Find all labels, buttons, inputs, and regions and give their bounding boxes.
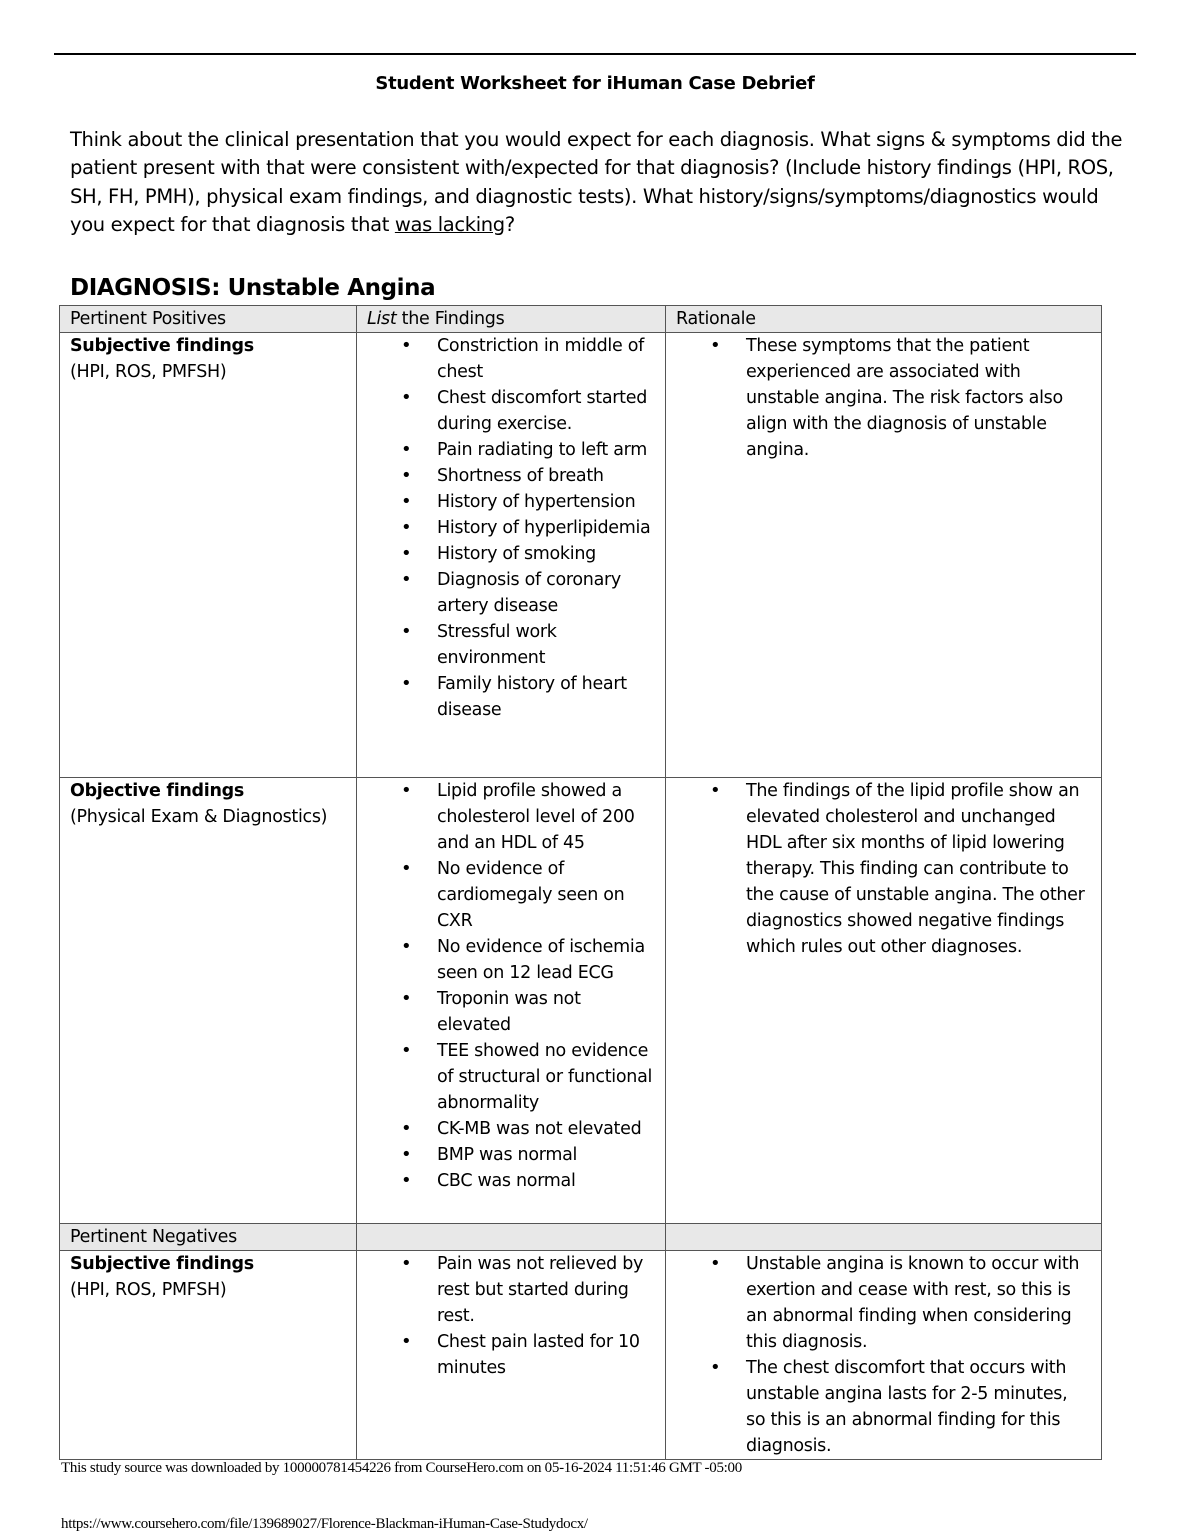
list-item: • Pain radiating to left arm xyxy=(437,437,655,463)
findings-list xyxy=(367,778,655,1194)
header-pertinent-negatives: Pertinent Negatives xyxy=(60,1224,357,1251)
row-label: Objective findings xyxy=(70,781,244,801)
row-sublabel: (HPI, ROS, PMFSH) xyxy=(70,1280,227,1300)
header-pertinent-positives: Pertinent Positives xyxy=(60,306,357,333)
intro-text: Think about the clinical presentation that you would expect for each diagnosis. What signs & symptoms did the patient present with that were consistent with/expected for that diagnosis? (Include history findings (HPI, ROS, SH, FH, PMH), physical exam findings, and diagnostic tests). What history/signs/symptoms/diagnostics would you expect for that diagnosis that xyxy=(70,128,1123,236)
list-item: • These symptoms that the patient experienced are associated with unstable angina. The risk factors also align with the diagnosis of unstable angina. xyxy=(746,333,1091,463)
rationale-cell xyxy=(666,1251,1102,1460)
list-item: • Lipid profile showed a cholesterol level of 200 and an HDL of 45 xyxy=(437,778,655,856)
header-rationale: Rationale xyxy=(666,306,1102,333)
row-label: Subjective findings xyxy=(70,336,254,356)
rationale-list xyxy=(676,1251,1091,1459)
list-item: • No evidence of ischemia seen on 12 lead ECG xyxy=(437,934,655,986)
header-rule xyxy=(54,53,1136,55)
rationale-list xyxy=(676,333,1091,463)
findings-cell xyxy=(357,1251,666,1460)
header-empty-cell xyxy=(357,1224,666,1251)
findings-cell xyxy=(357,778,666,1224)
list-item: • Constriction in middle of chest xyxy=(437,333,655,385)
rationale-list xyxy=(676,778,1091,960)
intro-underlined-text: was lacking xyxy=(394,212,505,236)
table-row-positive-subjective xyxy=(60,333,1102,778)
list-item: • Troponin was not elevated xyxy=(437,986,655,1038)
document-title: Student Worksheet for iHuman Case Debrief xyxy=(375,73,815,94)
list-item: • The findings of the lipid profile show an elevated cholesterol and unchanged HDL after six months of lipid lowering therapy. This finding can contribute to the cause of unstable angina. The other diagnostics showed negative findings which rules out other diagnoses. xyxy=(746,778,1091,960)
rationale-cell xyxy=(666,333,1102,778)
source-url: https://www.coursehero.com/file/139689027/Florence-Blackman-iHuman-Case-Studydocx/ xyxy=(61,1516,588,1532)
header-list-findings xyxy=(357,306,666,333)
findings-list xyxy=(367,333,655,723)
intro-paragraph xyxy=(70,126,1130,239)
row-sublabel: (Physical Exam & Diagnostics) xyxy=(70,807,328,827)
row-label: Subjective findings xyxy=(70,1254,254,1274)
list-item: • Stressful work environment xyxy=(437,619,655,671)
list-item: • CBC was normal xyxy=(437,1168,655,1194)
header-empty-cell xyxy=(666,1224,1102,1251)
header-list-italic: List xyxy=(367,309,397,329)
download-source-note: This study source was downloaded by 100000781454226 from CourseHero.com on 05-16-2024 11:51:46 GMT -05:00 xyxy=(61,1460,742,1476)
findings-table xyxy=(59,305,1102,1460)
row-label-cell xyxy=(60,1251,357,1460)
table-row-positive-objective xyxy=(60,778,1102,1224)
list-item: • History of hypertension xyxy=(437,489,655,515)
row-sublabel: (HPI, ROS, PMFSH) xyxy=(70,362,227,382)
header-list-rest: the Findings xyxy=(396,309,505,329)
list-item: • Pain was not relieved by rest but started during rest. xyxy=(437,1251,655,1329)
intro-text-end: ? xyxy=(504,212,515,236)
rationale-cell xyxy=(666,778,1102,1224)
list-item: • Family history of heart disease xyxy=(437,671,655,723)
list-item: • Shortness of breath xyxy=(437,463,655,489)
list-item: • Chest discomfort started during exercise. xyxy=(437,385,655,437)
row-label-cell xyxy=(60,778,357,1224)
list-item: • History of smoking xyxy=(437,541,655,567)
table-row-negative-subjective xyxy=(60,1251,1102,1460)
row-label-cell xyxy=(60,333,357,778)
list-item: • No evidence of cardiomegaly seen on CXR xyxy=(437,856,655,934)
list-item: • Diagnosis of coronary artery disease xyxy=(437,567,655,619)
list-item: • CK-MB was not elevated xyxy=(437,1116,655,1142)
findings-cell xyxy=(357,333,666,778)
list-item: • BMP was normal xyxy=(437,1142,655,1168)
list-item: • The chest discomfort that occurs with unstable angina lasts for 2-5 minutes, so this is an abnormal finding for this diagnosis. xyxy=(746,1355,1091,1459)
list-item: • TEE showed no evidence of structural or functional abnormality xyxy=(437,1038,655,1116)
findings-list xyxy=(367,1251,655,1381)
diagnosis-heading: DIAGNOSIS: Unstable Angina xyxy=(70,275,436,301)
list-item: • History of hyperlipidemia xyxy=(437,515,655,541)
table-header-row xyxy=(60,306,1102,333)
table-header-row-negatives xyxy=(60,1224,1102,1251)
list-item: • Chest pain lasted for 10 minutes xyxy=(437,1329,655,1381)
list-item: • Unstable angina is known to occur with exertion and cease with rest, so this is an abnormal finding when considering this diagnosis. xyxy=(746,1251,1091,1355)
